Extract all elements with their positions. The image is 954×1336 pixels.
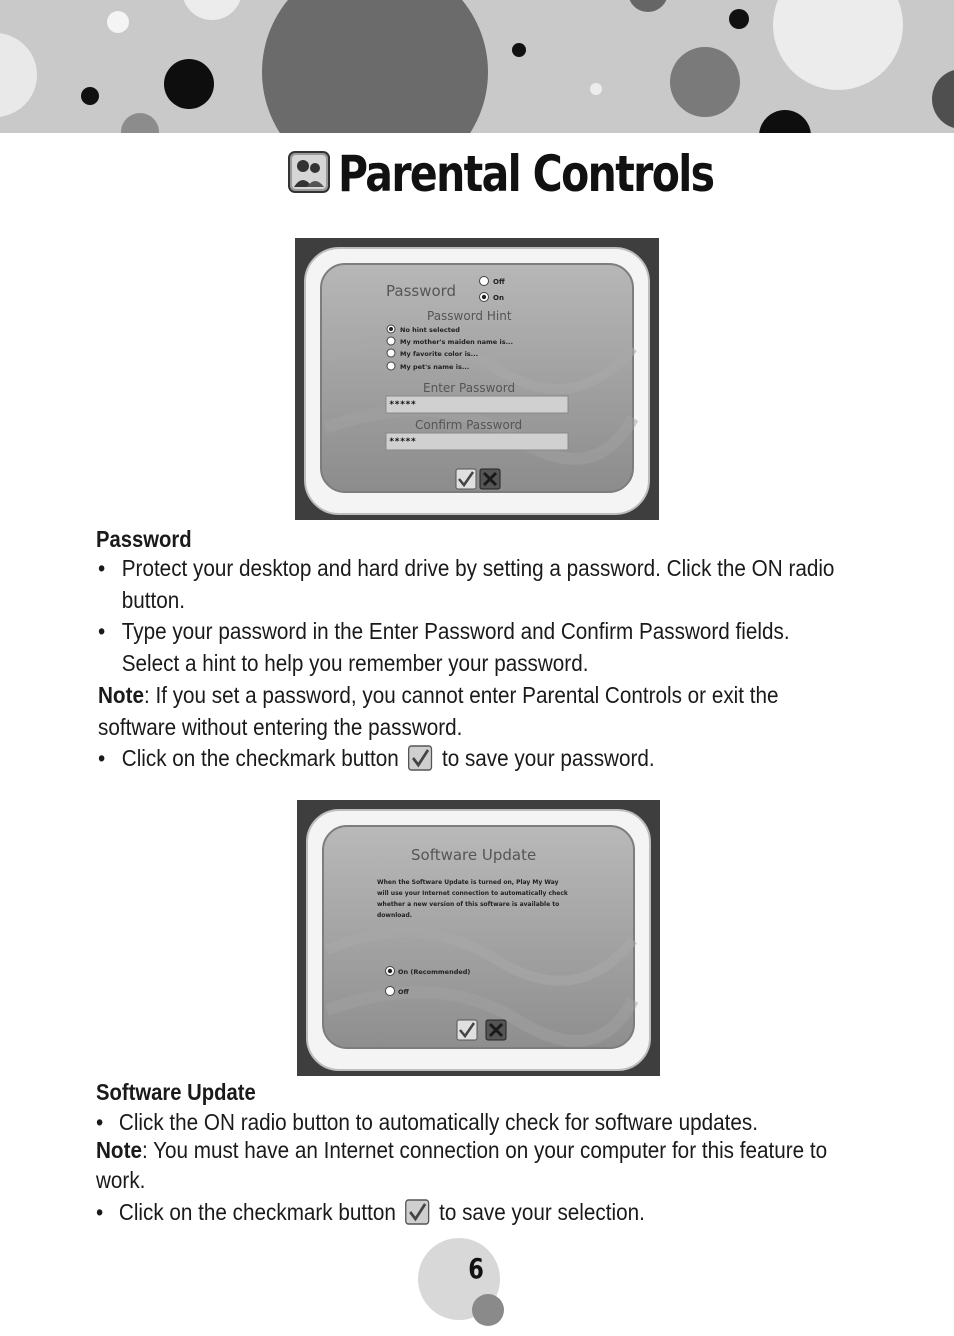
page-header (0, 143, 954, 209)
bullet-dot: • (98, 745, 106, 771)
update-note (96, 1135, 835, 1195)
password-bullet-2: • Type your password in the Enter Password and Confirm Password fields. Select a hint to help you remember your password. (98, 615, 837, 679)
update-on-radio[interactable] (386, 967, 395, 976)
update-desc-line-3: whether a new version of this software is available to (377, 901, 560, 908)
hint-option-4: My pet's name is... (400, 363, 470, 371)
update-bullet-2: • Click on the checkmark button to save your selection. (96, 1196, 835, 1228)
confirm-password-label: Confirm Password (415, 418, 523, 432)
checkmark-icon (408, 745, 433, 771)
hint-option-3: My favorite color is... (400, 350, 479, 358)
hint-option-1: No hint selected (400, 326, 460, 334)
password-off-radio[interactable] (480, 277, 489, 286)
checkmark-icon (405, 1199, 430, 1225)
update-bullet-1: • Click the ON radio button to automatically check for software updates. (96, 1106, 853, 1138)
hint-radio-2[interactable] (387, 337, 395, 345)
hint-radio-1[interactable] (387, 325, 395, 333)
update-on-label: On (Recommended) (398, 968, 471, 976)
polka-dot-pattern (0, 0, 954, 133)
cancel-x-button[interactable] (480, 469, 500, 489)
note-label: Note (98, 682, 144, 708)
confirm-password-value: ***** (389, 437, 417, 447)
page-number: 6 (468, 1252, 484, 1285)
hint-option-2: My mother's maiden name is... (400, 338, 513, 346)
parental-controls-icon (288, 151, 330, 193)
password-label: Password (386, 282, 457, 300)
update-desc-line-1: When the Software Update is turned on, Play My Way (377, 879, 559, 886)
update-off-radio[interactable] (386, 987, 395, 996)
software-update-heading: Software Update (96, 1079, 256, 1105)
note-text: : If you set a password, you cannot enter Parental Controls or exit the software without entering the password. (98, 682, 779, 740)
confirm-check-button[interactable] (456, 469, 476, 489)
bullet-dot: • (98, 618, 106, 644)
password-on-radio[interactable] (480, 293, 489, 302)
hint-radio-4[interactable] (387, 362, 395, 370)
password-bullet-3: • Click on the checkmark button to save your password. (98, 742, 837, 774)
confirm-check-button[interactable] (457, 1020, 477, 1040)
password-on-label: On (493, 294, 504, 302)
decorative-banner (0, 0, 954, 133)
page-title: Parental Controls (338, 145, 714, 203)
hint-radio-3[interactable] (387, 349, 395, 357)
bullet-dot: • (96, 1109, 104, 1135)
note-label: Note (96, 1137, 142, 1163)
update-desc-line-2: will use your Internet connection to automatically check (377, 890, 568, 897)
software-update-screenshot (297, 800, 660, 1076)
bullet-dot: • (96, 1199, 104, 1225)
password-note (98, 679, 837, 743)
password-off-label: Off (493, 278, 505, 286)
password-bullet-1: • Protect your desktop and hard drive by setting a password. Click the ON radio button. (98, 552, 837, 616)
cancel-x-button[interactable] (486, 1020, 506, 1040)
password-heading: Password (96, 526, 192, 552)
update-desc-line-4: download. (377, 912, 413, 919)
bullet-dot: • (98, 555, 106, 581)
software-update-title: Software Update (411, 846, 537, 864)
note-text: : You must have an Internet connection on your computer for this feature to work. (96, 1137, 828, 1193)
update-off-label: Off (398, 988, 409, 996)
page-number-dot (472, 1294, 504, 1326)
password-hint-title: Password Hint (427, 309, 512, 323)
enter-password-label: Enter Password (423, 381, 516, 395)
enter-password-value: ***** (389, 400, 417, 410)
password-settings-screenshot (295, 238, 659, 520)
